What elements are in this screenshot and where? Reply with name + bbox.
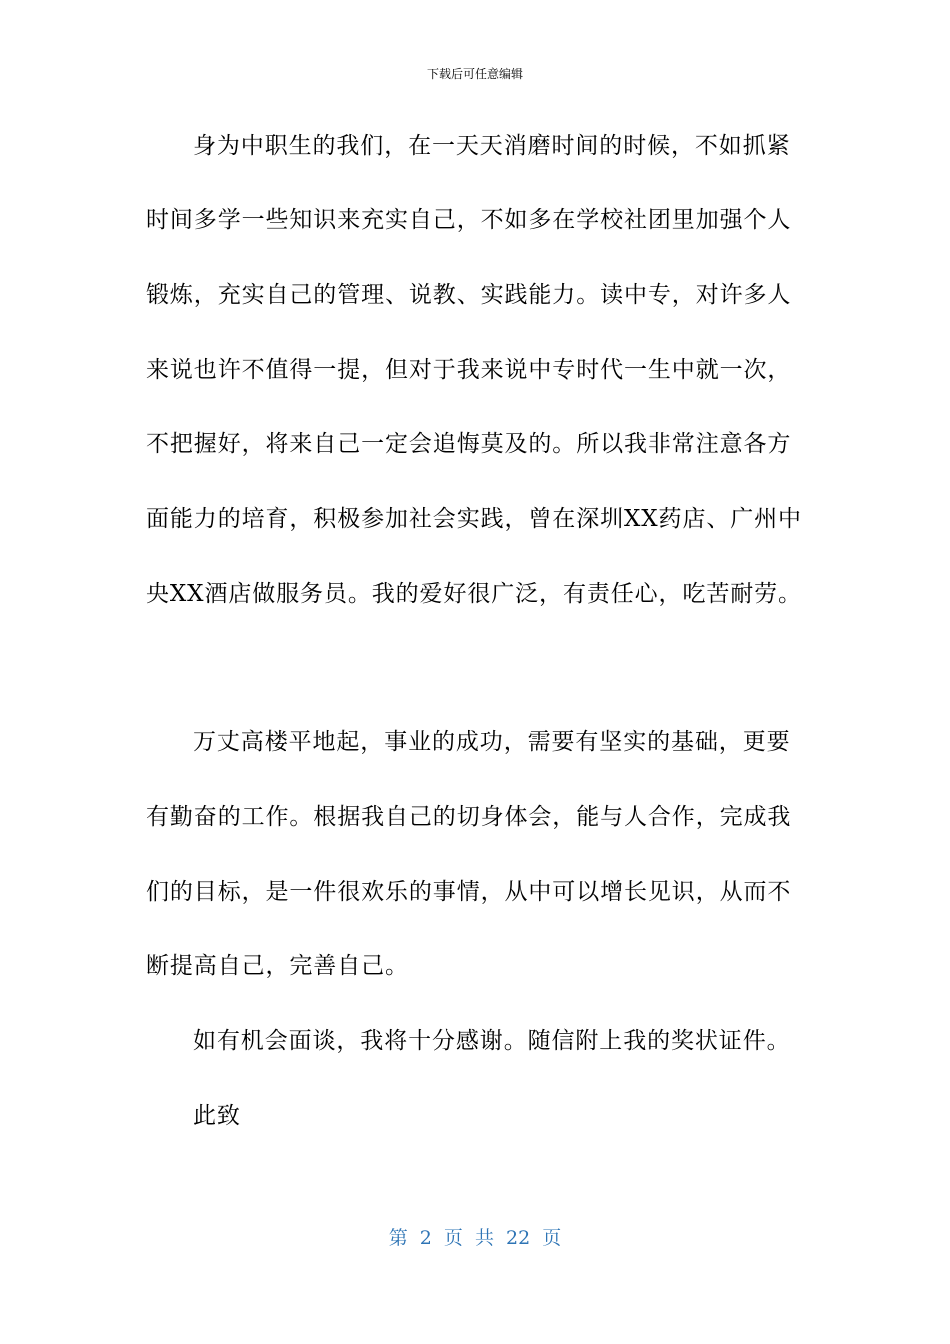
page-header: 下载后可任意编辑 (426, 67, 523, 81)
paragraph-line: 断提高自己，完善自己。 (146, 953, 409, 979)
paragraph-line: 身为中职生的我们，在一天天消磨时间的时候，不如抓紧 (193, 133, 791, 159)
paragraph-line: 面能力的培育，积极参加社会实践，曾在深圳XX药店、广州中 (146, 506, 802, 532)
page-number-footer: 第 2 页 共 22 页 (388, 1227, 562, 1249)
closing-salutation: 此致 (193, 1103, 241, 1129)
paragraph-line: 来说也许不值得一提，但对于我来说中专时代一生中就一次， (146, 357, 792, 383)
paragraph-line: 时间多学一些知识来充实自己，不如多在学校社团里加强个人 (146, 207, 792, 233)
paragraph-line: 万丈高楼平地起，事业的成功，需要有坚实的基础，更要 (193, 729, 791, 755)
interview-request-paragraph: 如有机会面谈，我将十分感谢。随信附上我的奖状证件。 (193, 1028, 791, 1054)
paragraph-line: 们的目标，是一件很欢乐的事情，从中可以增长见识，从而不 (146, 879, 792, 905)
paragraph-line: 锻炼，充实自己的管理、说教、实践能力。读中专，对许多人 (146, 282, 792, 308)
paragraph-line: 央XX酒店做服务员。我的爱好很广泛，有责任心，吃苦耐劳。 (146, 581, 802, 607)
paragraph-line: 不把握好，将来自己一定会追悔莫及的。所以我非常注意各方 (146, 431, 792, 457)
paragraph-line: 有勤奋的工作。根据我自己的切身体会，能与人合作，完成我 (146, 804, 792, 830)
